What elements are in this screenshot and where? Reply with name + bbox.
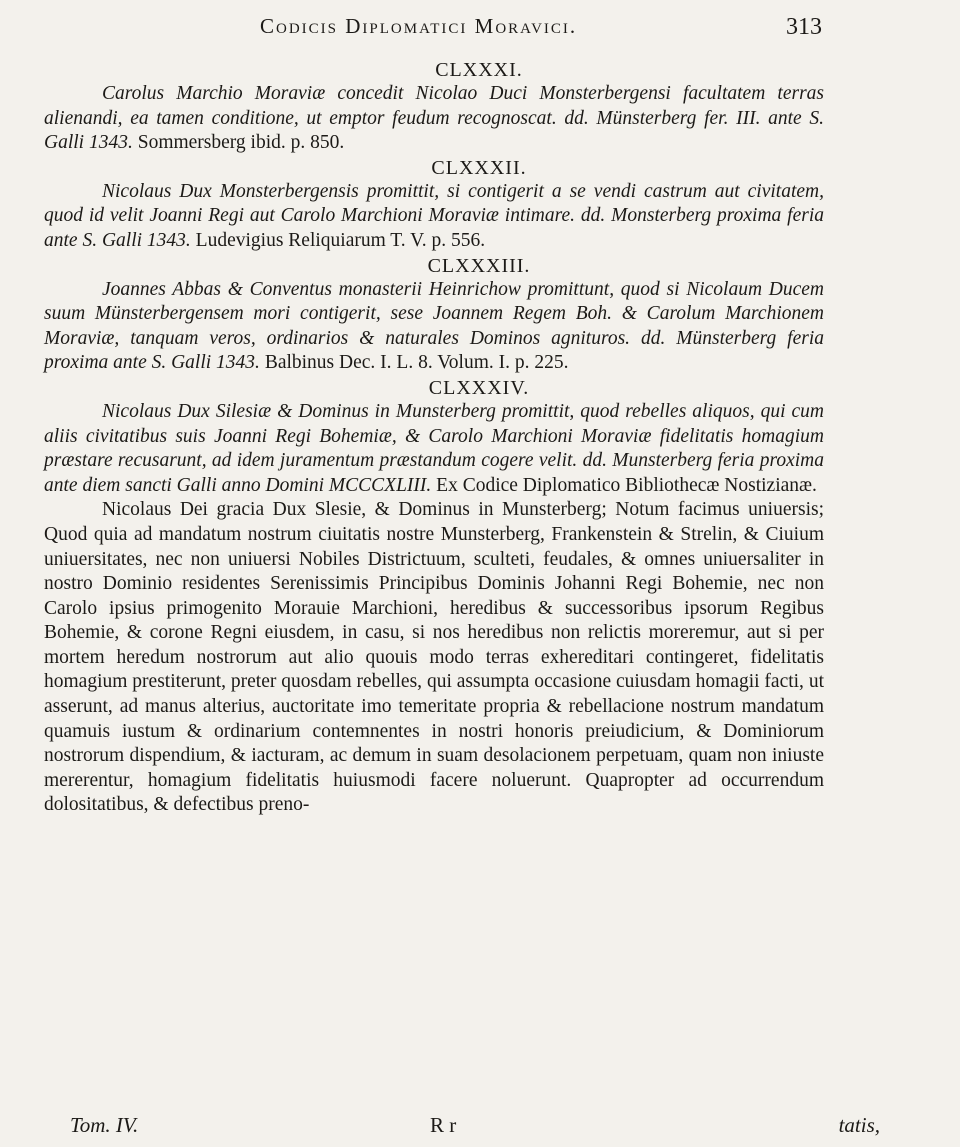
regest-source: Ex Codice Diplomatico Bibliothecæ Nostizianæ.	[436, 474, 817, 496]
running-head: Codicis Diplomatici Moravici.	[260, 14, 578, 38]
regest-source: Sommersberg ibid. p. 850.	[137, 132, 345, 154]
volume-mark: Tom. IV.	[70, 1113, 139, 1137]
entry-184	[44, 376, 824, 498]
catchword: tatis,	[838, 1113, 880, 1137]
regest-text: Joannes Abbas & Conventus monasterii Heinrichow promittunt, quod si Nicolaum Ducem suum Münsterbergensem mori contigerit, sese Joannem Regem Boh. & Carolum Marchionem Moraviæ, tanquam veros, ordinarios & naturales Dominos agnituros. dd. Münsterberg feria proxima ante S. Galli 1343.	[44, 278, 824, 374]
page-number: 313	[786, 14, 822, 40]
regest-text: Nicolaus Dux Silesiæ & Dominus in Munsterberg promittit, quod rebelles aliquos, qui cum aliis civitatibus suis Joanni Regi Bohemiæ, & Carolo Marchioni Moraviæ fidelitatis homagium præstare recusarunt, ad idem juramentum præstandum cogere velit. dd. Munsterberg feria proxima ante diem sancti Galli anno Domini MCCCXLIII.	[44, 400, 824, 496]
entry-number: CLXXXIII.	[427, 254, 531, 277]
entry-regest	[44, 400, 824, 498]
entry-182	[44, 156, 824, 254]
regest-source: Balbinus Dec. I. L. 8. Volum. I. p. 225.	[264, 352, 569, 374]
regest-text: Nicolaus Dux Monsterbergensis promittit, si contigerit a se vendi castrum aut civitatem, quod id velit Joanni Regi aut Carolo Marchioni Moraviæ intimare. dd. Monsterberg proxima feria ante S. Galli 1343.	[44, 180, 824, 251]
entry-regest	[44, 180, 824, 254]
regest-source: Ludevigius Reliquiarum T. V. p. 556.	[195, 229, 486, 251]
entry-regest	[44, 82, 824, 156]
entry-regest	[44, 278, 824, 376]
signature-mark: R r	[430, 1113, 457, 1137]
charter-text: Nicolaus Dei gracia Dux Slesie, & Dominus in Munsterberg; Notum facimus uniuersis; Quod quia ad mandatum nostrum ciuitatis nostre Munsterberg, Frankenstein & Strelin, & Ciuium uniuersitates, nec non uniuersi Nobiles Districtuum, sculteti, feudales, & omnes uniuersaliter in nostro Dominio residentes Serenissimis Principibus Dominis Johanni Regi Bohemie, nec non Carolo ipsius primogenito Morauie Marchioni, heredibus & successoribus ipsorum Regibus Bohemie, & corone Regni eiusdem, in casu, si nos heredibus non relictis moreremur, aut si per mortem heredum nostrorum aut alio quouis modo terras exhereditari contingeret, fidelitatis homagium prestiterunt, preter quosdam rebelles, qui assumpta occasione cuiusdam homagii facti, ut asserunt, ad manus alterius, auctoritate imo temeritate propria & rebellacione nostrum mandatum quamuis iustum & ordinarium contemnentes in nostri honoris preiudicium, & Dominiorum nostrorum dispendium, & iacturam, ac demum in suam desolacionem perpetuam, quam non iniuste mererentur, homagium fidelitatis huiusmodi facere noluerunt. Quapropter ad occurrendum dolositatibus, & defectibus preno-	[44, 499, 824, 816]
entry-number: CLXXXIV.	[428, 376, 530, 399]
entry-183	[44, 254, 824, 376]
page-body	[44, 58, 824, 818]
entry-number: CLXXXI.	[435, 59, 523, 81]
entry-181	[44, 58, 824, 156]
regest-text: Carolus Marchio Moraviæ concedit Nicolao Duci Monsterbergensi facultatem terras alienandi, ea tamen conditione, ut emptor feudum recognoscat. dd. Münsterberg fer. III. ante S. Galli 1343.	[44, 83, 824, 154]
entry-number: CLXXXII.	[431, 156, 527, 179]
